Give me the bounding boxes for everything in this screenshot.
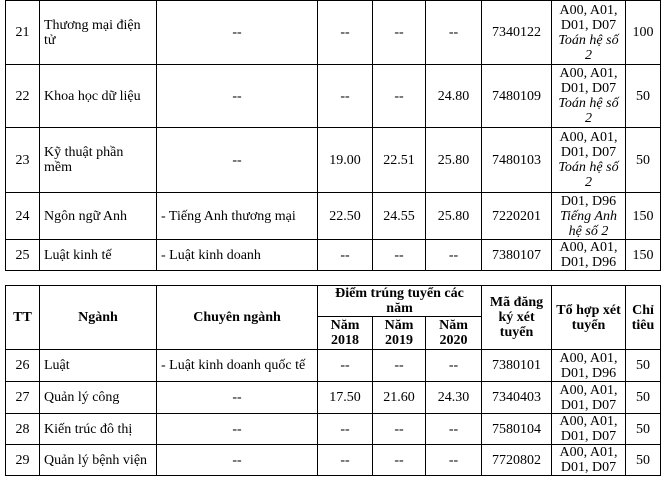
cell-diem-2019: -- <box>373 1 426 65</box>
header-ma: Mã đăng ký xét tuyển <box>482 286 552 350</box>
to-hop-note: 2 <box>585 47 592 63</box>
to-hop-line: A00, A01, <box>559 240 618 255</box>
cell-tt: 21 <box>6 1 40 65</box>
admission-table-part-1 <box>5 0 661 271</box>
cell-tt: 28 <box>6 414 40 445</box>
header-chi-tieu: Chỉ tiêu <box>626 286 661 350</box>
to-hop-line: A00, A01, <box>559 66 618 81</box>
cell-chuyen-nganh: -- <box>157 382 318 414</box>
to-hop-line: A00, A01, <box>559 350 618 366</box>
header-nam-2020: Năm 2020 <box>426 317 482 350</box>
cell-diem-2018: -- <box>318 1 373 65</box>
cell-nganh: Luật kinh tế <box>40 240 157 271</box>
cell-nganh: Khoa học dữ liệu <box>40 65 157 128</box>
cell-tt: 25 <box>6 240 40 271</box>
to-hop-line: D01, D07 <box>560 397 617 413</box>
cell-diem-2018: 19.00 <box>318 128 373 193</box>
to-hop-note: Tiếng Anh <box>560 208 617 224</box>
cell-ma: 7380107 <box>482 240 552 271</box>
cell-diem-2019: -- <box>373 65 426 128</box>
cell-chuyen-nganh: - Tiếng Anh thương mại <box>157 193 318 240</box>
to-hop-line: D01, D96 <box>560 365 617 381</box>
cell-chuyen-nganh: - Luật kinh doanh <box>157 240 318 271</box>
cell-nganh: Quản lý bệnh viện <box>40 445 157 476</box>
cell-diem-2018: 17.50 <box>318 382 373 414</box>
table-row <box>6 414 661 445</box>
to-hop-note: Toán hệ số <box>558 160 619 175</box>
cell-to-hop <box>552 1 626 65</box>
cell-ma: 7380101 <box>482 350 552 382</box>
cell-diem-2019: -- <box>373 414 426 445</box>
cell-nganh: Kỹ thuật phần mềm <box>40 128 157 193</box>
header-diem-group: Điểm trúng tuyển các năm <box>318 286 482 317</box>
cell-diem-2020: -- <box>426 414 482 445</box>
cell-ma: 7480109 <box>482 65 552 128</box>
to-hop-note: 2 <box>585 111 592 126</box>
cell-chi-tieu: 100 <box>626 1 661 65</box>
to-hop-line: A00, A01, <box>559 2 618 18</box>
cell-tt: 24 <box>6 193 40 240</box>
cell-nganh: Ngôn ngữ Anh <box>40 193 157 240</box>
table-row <box>6 240 661 271</box>
cell-diem-2020: 25.80 <box>426 193 482 240</box>
cell-diem-2020: -- <box>426 445 482 476</box>
cell-diem-2019: 21.60 <box>373 382 426 414</box>
header-to-hop: Tổ hợp xét tuyển <box>552 286 626 350</box>
cell-nganh: Thương mại điện tử <box>40 1 157 65</box>
header-nam-2019: Năm 2019 <box>373 317 426 350</box>
cell-to-hop <box>552 350 626 382</box>
header-chuyen-nganh: Chuyên ngành <box>157 286 318 350</box>
cell-to-hop <box>552 65 626 128</box>
table-body <box>6 1 661 271</box>
cell-diem-2019: 22.51 <box>373 128 426 193</box>
cell-diem-2020: 24.80 <box>426 65 482 128</box>
cell-diem-2018: -- <box>318 414 373 445</box>
to-hop-note: Toán hệ số <box>558 32 619 48</box>
cell-chi-tieu: 50 <box>626 414 661 445</box>
cell-diem-2020: 25.80 <box>426 128 482 193</box>
cell-to-hop <box>552 193 626 240</box>
cell-tt: 23 <box>6 128 40 193</box>
cell-chi-tieu: 50 <box>626 128 661 193</box>
to-hop-line: D01, D07 <box>560 429 617 444</box>
cell-to-hop <box>552 128 626 193</box>
header-nganh: Ngành <box>40 286 157 350</box>
cell-chuyen-nganh: -- <box>157 1 318 65</box>
header-nam-2018: Năm 2018 <box>318 317 373 350</box>
cell-tt: 22 <box>6 65 40 128</box>
table-row <box>6 1 661 65</box>
header-tt: TT <box>6 286 40 350</box>
cell-chi-tieu: 150 <box>626 240 661 271</box>
table-body <box>6 350 661 476</box>
cell-diem-2020: -- <box>426 240 482 271</box>
to-hop-note: Toán hệ số <box>558 96 619 111</box>
cell-ma: 7340122 <box>482 1 552 65</box>
to-hop-line: A00, A01, <box>559 130 618 145</box>
cell-chuyen-nganh: -- <box>157 414 318 445</box>
to-hop-line: D01, D07 <box>560 145 617 160</box>
cell-diem-2019: 24.55 <box>373 193 426 240</box>
to-hop-line: D01, D07 <box>560 460 617 475</box>
cell-diem-2019: -- <box>373 445 426 476</box>
to-hop-line: A00, A01, <box>559 445 618 460</box>
cell-diem-2020: 24.30 <box>426 382 482 414</box>
to-hop-line: A00, A01, <box>559 414 618 429</box>
cell-chi-tieu: 50 <box>626 65 661 128</box>
table-row <box>6 128 661 193</box>
cell-diem-2020: -- <box>426 350 482 382</box>
cell-nganh: Luật <box>40 350 157 382</box>
table-row <box>6 350 661 382</box>
cell-ma: 7720802 <box>482 445 552 476</box>
to-hop-line: A00, A01, <box>559 382 618 398</box>
cell-to-hop <box>552 240 626 271</box>
cell-diem-2018: -- <box>318 240 373 271</box>
cell-chuyen-nganh: - Luật kinh doanh quốc tế <box>157 350 318 382</box>
to-hop-line: D01, D07 <box>560 17 617 33</box>
cell-nganh: Quản lý công <box>40 382 157 414</box>
cell-chi-tieu: 150 <box>626 193 661 240</box>
cell-ma: 7340403 <box>482 382 552 414</box>
cell-chuyen-nganh: -- <box>157 445 318 476</box>
cell-ma: 7480103 <box>482 128 552 193</box>
cell-tt: 26 <box>6 350 40 382</box>
cell-diem-2019: -- <box>373 350 426 382</box>
to-hop-line: D01, D96 <box>560 193 617 209</box>
cell-tt: 29 <box>6 445 40 476</box>
to-hop-note: hệ số 2 <box>568 223 609 239</box>
table-row <box>6 65 661 128</box>
cell-to-hop <box>552 382 626 414</box>
cell-chuyen-nganh: -- <box>157 128 318 193</box>
cell-chi-tieu: 50 <box>626 445 661 476</box>
cell-chuyen-nganh: -- <box>157 65 318 128</box>
cell-to-hop <box>552 445 626 476</box>
to-hop-line: D01, D96 <box>560 255 617 270</box>
cell-diem-2019: -- <box>373 240 426 271</box>
cell-diem-2018: -- <box>318 350 373 382</box>
cell-to-hop <box>552 414 626 445</box>
admission-table-part-2 <box>5 285 661 476</box>
cell-diem-2018: -- <box>318 65 373 128</box>
table-row <box>6 193 661 240</box>
table-header <box>6 286 661 350</box>
cell-ma: 7580104 <box>482 414 552 445</box>
cell-nganh: Kiến trúc đô thị <box>40 414 157 445</box>
cell-diem-2020: -- <box>426 1 482 65</box>
cell-chi-tieu: 50 <box>626 350 661 382</box>
cell-diem-2018: -- <box>318 445 373 476</box>
cell-chi-tieu: 50 <box>626 382 661 414</box>
to-hop-note: 2 <box>585 175 592 190</box>
cell-diem-2018: 22.50 <box>318 193 373 240</box>
to-hop-line: D01, D07 <box>560 81 617 96</box>
cell-ma: 7220201 <box>482 193 552 240</box>
table-row <box>6 445 661 476</box>
table-row <box>6 382 661 414</box>
cell-tt: 27 <box>6 382 40 414</box>
